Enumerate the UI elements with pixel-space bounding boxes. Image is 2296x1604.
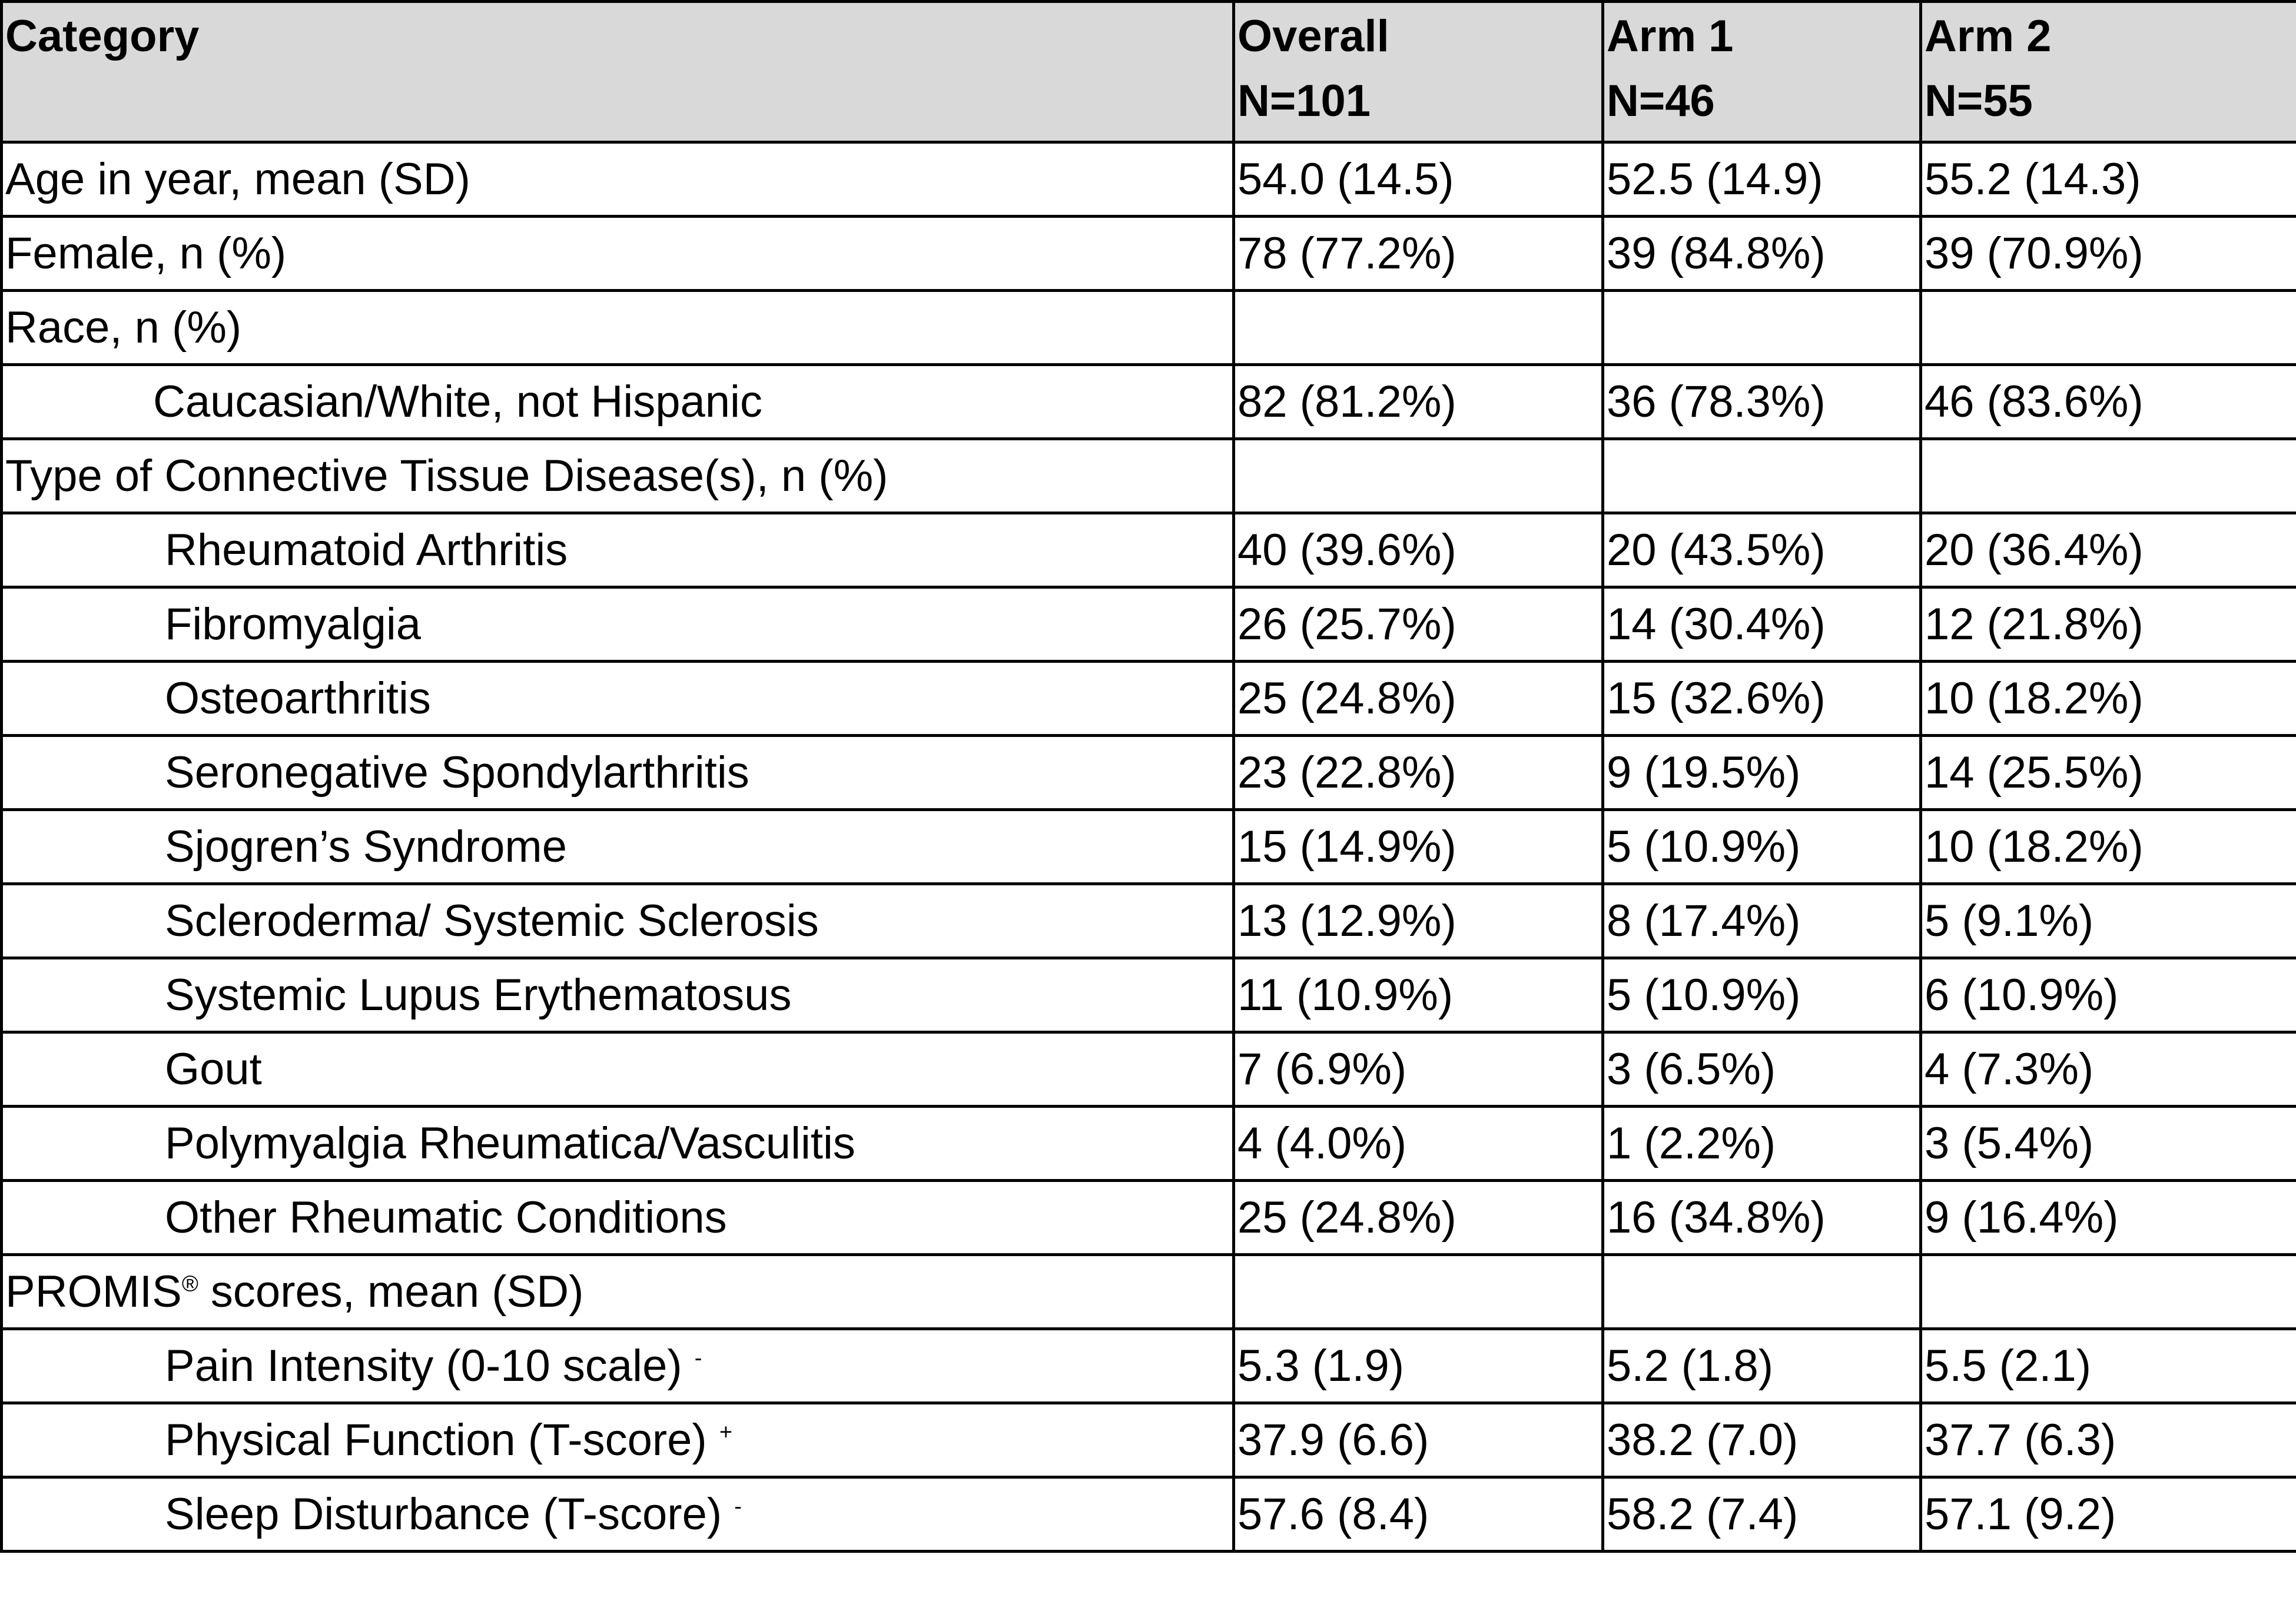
cell-arm2: 10 (18.2%): [1921, 810, 2296, 884]
cell-arm1: 36 (78.3%): [1603, 365, 1921, 439]
cell-arm1: [1603, 439, 1921, 513]
cell-overall: 7 (6.9%): [1234, 1032, 1603, 1107]
cell-arm2: 57.1 (9.2): [1921, 1477, 2296, 1552]
cell-overall: 25 (24.8%): [1234, 1181, 1603, 1255]
cell-arm2: 6 (10.9%): [1921, 958, 2296, 1032]
row-label: Osteoarthritis: [2, 662, 1234, 736]
cell-overall: 82 (81.2%): [1234, 365, 1603, 439]
row-label: Race, n (%): [2, 291, 1234, 365]
header-overall-name: Overall: [1237, 11, 1389, 61]
row-label: Systemic Lupus Erythematosus: [2, 958, 1234, 1032]
header-overall-n: N=101: [1237, 76, 1371, 126]
header-arm1: [1603, 2, 1921, 142]
row-label: [2, 1477, 1234, 1552]
row-label: Other Rheumatic Conditions: [2, 1181, 1234, 1255]
row-label: Fibromyalgia: [2, 587, 1234, 662]
cell-overall: [1234, 439, 1603, 513]
direction-marker: -: [694, 1346, 702, 1371]
table-row: [2, 1255, 2296, 1329]
cell-arm2: 39 (70.9%): [1921, 217, 2296, 291]
row-label: [2, 1329, 1234, 1403]
cell-overall: 11 (10.9%): [1234, 958, 1603, 1032]
header-arm1-name: Arm 1: [1607, 11, 1734, 61]
row-label: Gout: [2, 1032, 1234, 1107]
row-label: Scleroderma/ Systemic Sclerosis: [2, 884, 1234, 958]
cell-arm2: 10 (18.2%): [1921, 662, 2296, 736]
cell-arm1: 9 (19.5%): [1603, 736, 1921, 810]
table-row: [2, 142, 2296, 217]
header-row: [2, 2, 2296, 142]
header-category: Category: [2, 2, 1234, 142]
table-row: [2, 365, 2296, 439]
cell-overall: [1234, 1255, 1603, 1329]
cell-arm1: 5 (10.9%): [1603, 958, 1921, 1032]
table-row: [2, 291, 2296, 365]
cell-overall: 15 (14.9%): [1234, 810, 1603, 884]
table-row: [2, 1477, 2296, 1552]
cell-overall: 57.6 (8.4): [1234, 1477, 1603, 1552]
table-row: [2, 439, 2296, 513]
cell-arm2: 55.2 (14.3): [1921, 142, 2296, 217]
header-arm2-name: Arm 2: [1925, 11, 2052, 61]
cell-arm2: 12 (21.8%): [1921, 587, 2296, 662]
cell-overall: 13 (12.9%): [1234, 884, 1603, 958]
cell-arm1: 8 (17.4%): [1603, 884, 1921, 958]
cell-arm1: [1603, 291, 1921, 365]
cell-overall: 54.0 (14.5): [1234, 142, 1603, 217]
header-arm1-n: N=46: [1607, 76, 1715, 126]
row-label: Seronegative Spondylarthritis: [2, 736, 1234, 810]
cell-arm2: 37.7 (6.3): [1921, 1403, 2296, 1477]
cell-arm1: 14 (30.4%): [1603, 587, 1921, 662]
table-row: [2, 1107, 2296, 1181]
registered-mark: ®: [181, 1271, 198, 1297]
cell-arm2: 3 (5.4%): [1921, 1107, 2296, 1181]
table-row: [2, 958, 2296, 1032]
cell-arm2: [1921, 291, 2296, 365]
cell-arm1: 39 (84.8%): [1603, 217, 1921, 291]
row-label: Rheumatoid Arthritis: [2, 513, 1234, 587]
cell-arm2: 5 (9.1%): [1921, 884, 2296, 958]
header-arm2: [1921, 2, 2296, 142]
cell-arm1: 52.5 (14.9): [1603, 142, 1921, 217]
cell-arm2: [1921, 439, 2296, 513]
cell-arm2: 14 (25.5%): [1921, 736, 2296, 810]
row-label: Sjogren’s Syndrome: [2, 810, 1234, 884]
table-row: [2, 1403, 2296, 1477]
cell-overall: [1234, 291, 1603, 365]
table-row: [2, 662, 2296, 736]
row-label: Type of Connective Tissue Disease(s), n (%): [2, 439, 1234, 513]
cell-overall: 4 (4.0%): [1234, 1107, 1603, 1181]
row-label-text: Sleep Disturbance (T-score): [165, 1489, 722, 1539]
row-label: Female, n (%): [2, 217, 1234, 291]
table-row: [2, 736, 2296, 810]
row-label: Polymyalgia Rheumatica/Vasculitis: [2, 1107, 1234, 1181]
cell-arm1: 58.2 (7.4): [1603, 1477, 1921, 1552]
cell-overall: 40 (39.6%): [1234, 513, 1603, 587]
row-label: [2, 1403, 1234, 1477]
table-row: [2, 1181, 2296, 1255]
table-row: [2, 884, 2296, 958]
table-row: [2, 1032, 2296, 1107]
cell-arm2: 20 (36.4%): [1921, 513, 2296, 587]
cell-overall: 5.3 (1.9): [1234, 1329, 1603, 1403]
header-arm2-n: N=55: [1925, 76, 2033, 126]
cell-overall: 25 (24.8%): [1234, 662, 1603, 736]
table-header: [2, 2, 2296, 142]
cell-overall: 78 (77.2%): [1234, 217, 1603, 291]
cell-arm1: 38.2 (7.0): [1603, 1403, 1921, 1477]
row-label-text: Physical Function (T-score): [165, 1415, 707, 1465]
table-row: [2, 217, 2296, 291]
cell-arm1: 5 (10.9%): [1603, 810, 1921, 884]
table-body: [2, 142, 2296, 1552]
table-row: [2, 1329, 2296, 1403]
cell-overall: 37.9 (6.6): [1234, 1403, 1603, 1477]
direction-marker: -: [734, 1494, 742, 1519]
row-label: Caucasian/White, not Hispanic: [2, 365, 1234, 439]
cell-arm1: 3 (6.5%): [1603, 1032, 1921, 1107]
cell-arm1: 15 (32.6%): [1603, 662, 1921, 736]
cell-overall: 23 (22.8%): [1234, 736, 1603, 810]
row-label: [2, 1255, 1234, 1329]
cell-arm1: [1603, 1255, 1921, 1329]
direction-marker: +: [719, 1420, 733, 1445]
cell-arm1: 20 (43.5%): [1603, 513, 1921, 587]
row-label-text: Pain Intensity (0-10 scale): [165, 1341, 682, 1391]
cell-arm2: 9 (16.4%): [1921, 1181, 2296, 1255]
cell-arm2: 46 (83.6%): [1921, 365, 2296, 439]
cell-arm2: 4 (7.3%): [1921, 1032, 2296, 1107]
cell-overall: 26 (25.7%): [1234, 587, 1603, 662]
cell-arm2: [1921, 1255, 2296, 1329]
cell-arm1: 16 (34.8%): [1603, 1181, 1921, 1255]
table-row: [2, 513, 2296, 587]
table-row: [2, 810, 2296, 884]
table-row: [2, 587, 2296, 662]
cell-arm1: 1 (2.2%): [1603, 1107, 1921, 1181]
promis-label-rest: scores, mean (SD): [198, 1267, 584, 1317]
row-label: Age in year, mean (SD): [2, 142, 1234, 217]
promis-label: PROMIS: [5, 1267, 182, 1317]
cell-arm1: 5.2 (1.8): [1603, 1329, 1921, 1403]
cell-arm2: 5.5 (2.1): [1921, 1329, 2296, 1403]
header-overall: [1234, 2, 1603, 142]
